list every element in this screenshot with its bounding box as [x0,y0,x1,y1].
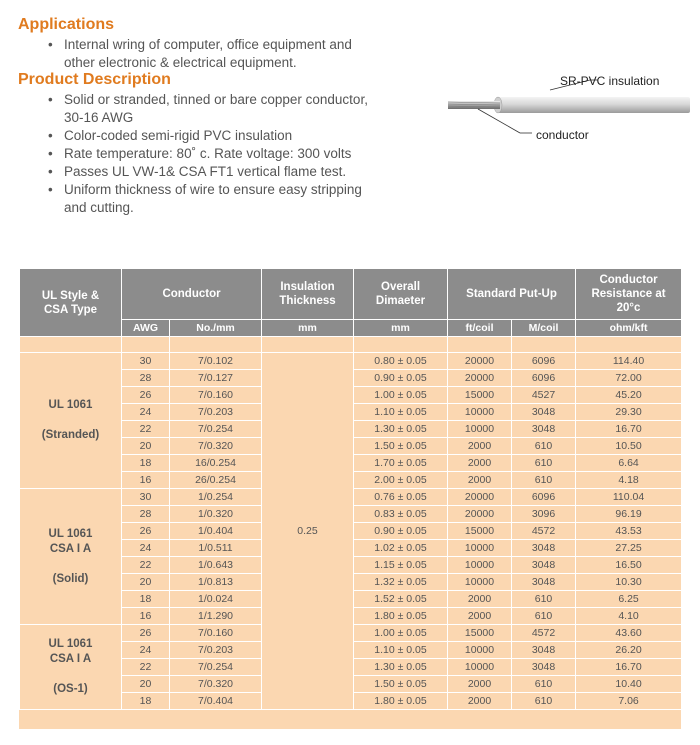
product-description-list [46,91,426,217]
strand-cell: 26/0.254 [170,472,262,489]
diameter-cell: 0.76 ± 0.05 [354,489,448,506]
diameter-cell: 1.00 ± 0.05 [354,387,448,404]
resistance-cell: 110.04 [576,489,682,506]
m-coil-cell: 610 [512,455,576,472]
group-label-line: UL 1061 [48,399,93,411]
group-label-line: CSA I A [49,542,92,555]
header-insulation [262,269,354,320]
header-overall [354,269,448,320]
resistance-cell: 16.50 [576,557,682,574]
m-coil-cell: 3096 [512,506,576,523]
diameter-cell: 1.10 ± 0.05 [354,404,448,421]
resistance-cell: 96.19 [576,506,682,523]
m-coil-cell: 610 [512,676,576,693]
resistance-cell: 10.40 [576,676,682,693]
header-putup: Standard Put-Up [448,269,576,320]
diameter-cell: 1.30 ± 0.05 [354,659,448,676]
group-label-cell [20,625,122,710]
strand-cell: 16/0.254 [170,455,262,472]
awg-cell: 24 [122,404,170,421]
resistance-cell: 4.10 [576,608,682,625]
group-label-cell [20,489,122,625]
spacer-cell [262,337,354,353]
strand-cell: 1/0.024 [170,591,262,608]
applications-heading: Applications [18,16,115,33]
awg-cell: 22 [122,557,170,574]
resistance-cell: 45.20 [576,387,682,404]
awg-cell: 20 [122,438,170,455]
spacer-cell [448,337,512,353]
resistance-cell: 27.25 [576,540,682,557]
unit-header: ohm/kft [576,320,682,337]
unit-header: No./mm [170,320,262,337]
diameter-cell: 1.52 ± 0.05 [354,591,448,608]
header-line: Resistance at [591,288,666,300]
spacer-cell [576,337,682,353]
thickness-cell: 0.25 [262,353,354,710]
awg-cell: 30 [122,353,170,370]
ft-coil-cell: 2000 [448,591,512,608]
ft-coil-cell: 10000 [448,404,512,421]
wire-diagram [440,70,690,150]
awg-cell: 26 [122,625,170,642]
m-coil-cell: 3048 [512,404,576,421]
group-label-cell [20,353,122,489]
header-conductor: Conductor [122,269,262,320]
strand-cell: 7/0.254 [170,421,262,438]
description-item-line: Color-coded semi-rigid PVC insulation [64,128,293,143]
description-item [46,127,426,145]
strand-cell: 7/0.102 [170,353,262,370]
strand-cell: 7/0.320 [170,438,262,455]
application-item [46,36,426,72]
m-coil-cell: 4572 [512,625,576,642]
diameter-cell: 1.50 ± 0.05 [354,676,448,693]
diameter-cell: 0.83 ± 0.05 [354,506,448,523]
strand-cell: 7/0.127 [170,370,262,387]
insulation-jacket [498,97,690,113]
description-item [46,91,426,127]
diameter-cell: 1.70 ± 0.05 [354,455,448,472]
resistance-cell: 26.20 [576,642,682,659]
resistance-cell: 72.00 [576,370,682,387]
awg-cell: 22 [122,659,170,676]
m-coil-cell: 3048 [512,642,576,659]
m-coil-cell: 610 [512,693,576,710]
ft-coil-cell: 15000 [448,625,512,642]
diameter-cell: 1.10 ± 0.05 [354,642,448,659]
insulation-label: SR-PVC insulation [560,74,660,88]
group-label-line: UL 1061 [48,527,93,540]
conductor-label: conductor [536,128,589,142]
awg-cell: 28 [122,506,170,523]
ft-coil-cell: 10000 [448,557,512,574]
spacer-cell [122,337,170,353]
ft-coil-cell: 20000 [448,370,512,387]
awg-cell: 26 [122,523,170,540]
m-coil-cell: 3048 [512,574,576,591]
awg-cell: 28 [122,370,170,387]
strand-cell: 7/0.320 [170,676,262,693]
spec-table [19,268,682,710]
ft-coil-cell: 20000 [448,489,512,506]
ft-coil-cell: 10000 [448,421,512,438]
resistance-cell: 29.30 [576,404,682,421]
resistance-cell: 6.25 [576,591,682,608]
header-line: Overall [381,281,421,293]
m-coil-cell: 3048 [512,540,576,557]
unit-header: AWG [122,320,170,337]
diameter-cell: 1.50 ± 0.05 [354,438,448,455]
description-item [46,163,426,181]
m-coil-cell: 610 [512,591,576,608]
unit-header: M/coil [512,320,576,337]
awg-cell: 18 [122,455,170,472]
resistance-cell: 43.53 [576,523,682,540]
resistance-cell: 43.60 [576,625,682,642]
spacer-cell [512,337,576,353]
diameter-cell: 2.00 ± 0.05 [354,472,448,489]
awg-cell: 24 [122,642,170,659]
ft-coil-cell: 15000 [448,523,512,540]
awg-cell: 18 [122,591,170,608]
diameter-cell: 1.80 ± 0.05 [354,693,448,710]
spec-table-panel [19,268,681,729]
header-line: Thickness [279,295,336,307]
ft-coil-cell: 10000 [448,574,512,591]
diameter-cell: 0.80 ± 0.05 [354,353,448,370]
diameter-cell: 1.15 ± 0.05 [354,557,448,574]
table-row [20,353,682,370]
strand-cell: 7/0.203 [170,404,262,421]
resistance-cell: 16.70 [576,659,682,676]
strand-cell: 7/0.160 [170,625,262,642]
spacer-cell [20,337,122,353]
ft-coil-cell: 10000 [448,642,512,659]
group-label-line: (Solid) [52,572,89,585]
group-label-line: CSA I A [49,653,92,665]
resistance-cell: 7.06 [576,693,682,710]
ft-coil-cell: 20000 [448,506,512,523]
ft-coil-cell: 2000 [448,693,512,710]
header-line: Dimaeter [375,295,426,307]
header-style [20,269,122,337]
group-label-line: (OS-1) [53,683,88,695]
diameter-cell: 1.02 ± 0.05 [354,540,448,557]
strand-cell: 1/0.254 [170,489,262,506]
ft-coil-cell: 2000 [448,608,512,625]
spacer-cell [354,337,448,353]
header-line: CSA Type [43,303,98,316]
resistance-cell: 114.40 [576,353,682,370]
group-label-line: UL 1061 [48,638,93,650]
diameter-cell: 0.90 ± 0.05 [354,523,448,540]
resistance-cell: 10.50 [576,438,682,455]
header-line: Insulation [280,281,335,293]
awg-cell: 16 [122,472,170,489]
strand-cell: 7/0.160 [170,387,262,404]
m-coil-cell: 3048 [512,659,576,676]
description-item-line: Passes UL VW-1& CSA FT1 vertical flame test. [64,164,347,179]
strand-cell: 7/0.254 [170,659,262,676]
m-coil-cell: 4572 [512,523,576,540]
applications-list [46,36,426,72]
product-description-heading: Product Description [18,71,171,88]
diameter-cell: 0.90 ± 0.05 [354,370,448,387]
ft-coil-cell: 2000 [448,472,512,489]
diameter-cell: 1.30 ± 0.05 [354,421,448,438]
awg-cell: 24 [122,540,170,557]
diameter-cell: 1.00 ± 0.05 [354,625,448,642]
m-coil-cell: 610 [512,472,576,489]
description-item [46,145,426,163]
ft-coil-cell: 20000 [448,353,512,370]
header-line: Conductor [599,274,658,286]
m-coil-cell: 6096 [512,370,576,387]
header-line: 20°c [616,302,641,314]
m-coil-cell: 3048 [512,557,576,574]
resistance-cell: 4.18 [576,472,682,489]
description-item-line: 30-16 AWG [64,110,134,125]
ft-coil-cell: 2000 [448,455,512,472]
awg-cell: 20 [122,676,170,693]
m-coil-cell: 4527 [512,387,576,404]
group-label-line: (Stranded) [41,429,100,441]
m-coil-cell: 6096 [512,489,576,506]
strand-cell: 1/0.404 [170,523,262,540]
application-item-line: other electronic & electrical equipment. [64,55,297,70]
strand-cell: 7/0.203 [170,642,262,659]
description-item [46,181,426,217]
diameter-cell: 1.32 ± 0.05 [354,574,448,591]
awg-cell: 26 [122,387,170,404]
description-item-line: Rate temperature: 80˚ c. Rate voltage: 300 volts [64,146,352,161]
application-item-line: Internal wring of computer, office equipment and [64,37,352,52]
awg-cell: 18 [122,693,170,710]
resistance-cell: 16.70 [576,421,682,438]
strand-cell: 7/0.404 [170,693,262,710]
ft-coil-cell: 2000 [448,438,512,455]
spacer-cell [170,337,262,353]
m-coil-cell: 610 [512,438,576,455]
ft-coil-cell: 2000 [448,676,512,693]
resistance-cell: 10.30 [576,574,682,591]
description-item-line: Solid or stranded, tinned or bare copper conductor, [64,92,368,107]
unit-header: mm [354,320,448,337]
awg-cell: 16 [122,608,170,625]
awg-cell: 20 [122,574,170,591]
unit-header: ft/coil [448,320,512,337]
header-line: UL Style & [41,289,100,302]
m-coil-cell: 3048 [512,421,576,438]
ft-coil-cell: 10000 [448,540,512,557]
header-resistance [576,269,682,320]
unit-header: mm [262,320,354,337]
resistance-cell: 6.64 [576,455,682,472]
ft-coil-cell: 15000 [448,387,512,404]
diameter-cell: 1.80 ± 0.05 [354,608,448,625]
ft-coil-cell: 10000 [448,659,512,676]
m-coil-cell: 6096 [512,353,576,370]
description-item-line: and cutting. [64,200,134,215]
strand-cell: 1/0.320 [170,506,262,523]
strand-cell: 1/0.813 [170,574,262,591]
strand-cell: 1/0.643 [170,557,262,574]
strand-cell: 1/0.511 [170,540,262,557]
awg-cell: 30 [122,489,170,506]
strand-cell: 1/1.290 [170,608,262,625]
spacer-row [20,337,682,353]
m-coil-cell: 610 [512,608,576,625]
awg-cell: 22 [122,421,170,438]
description-item-line: Uniform thickness of wire to ensure easy stripping [64,182,362,197]
